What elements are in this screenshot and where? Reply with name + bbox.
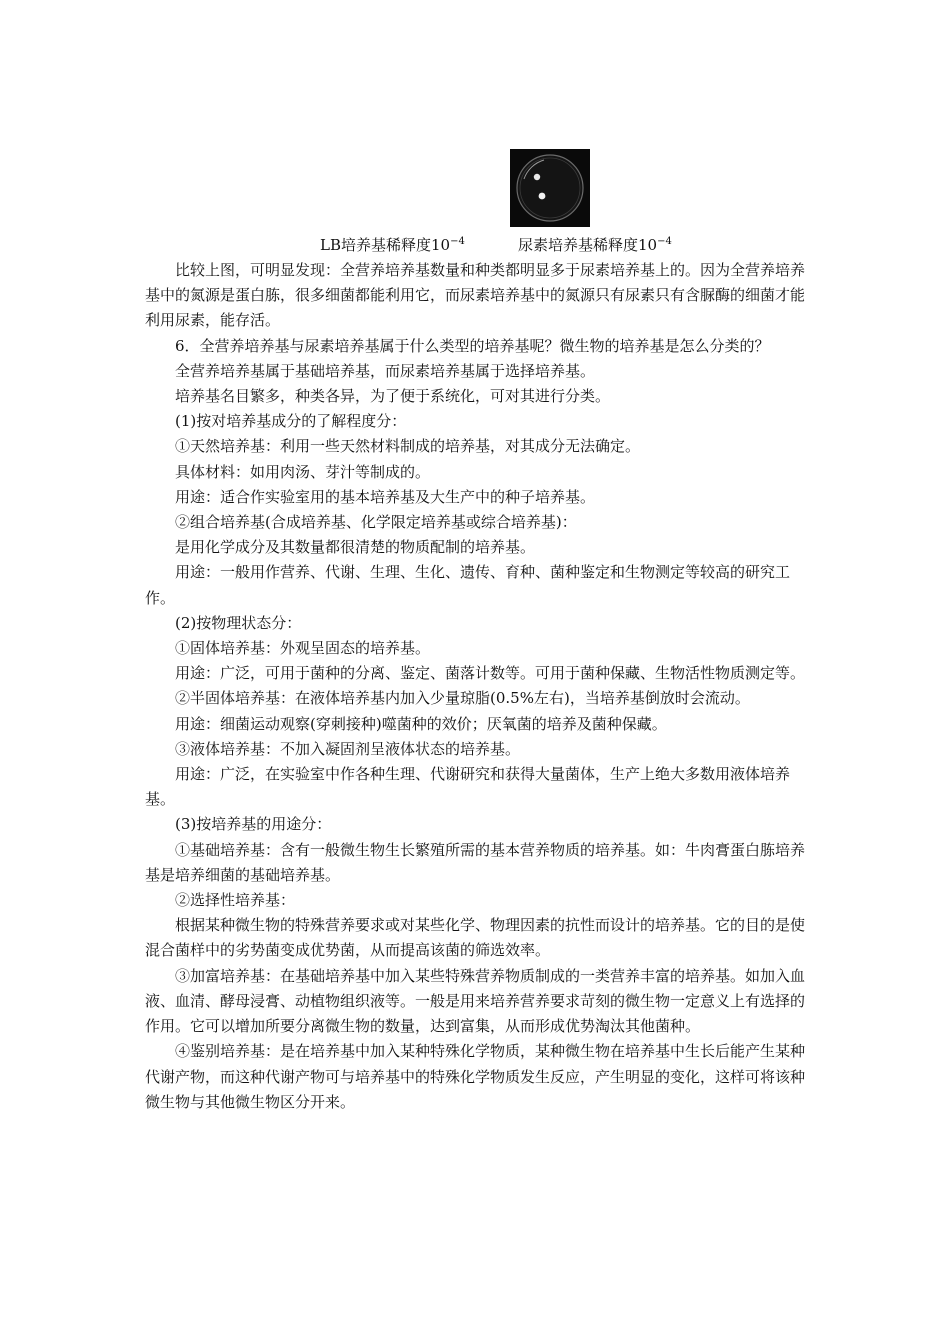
paragraph: ②半固体培养基：在液体培养基内加入少量琼脂(0.5%左右)，当培养基倒放时会流动。 <box>175 689 750 708</box>
paragraph: ①天然培养基：利用一些天然材料制成的培养基，对其成分无法确定。 <box>175 437 641 456</box>
paragraph: 比较上图，可明显发现：全营养培养基数量和种类都明显多于尿素培养基上的。因为全营养培养基中的氮源是蛋白胨，很多细菌都能利用它，而尿素培养基中的氮源只有尿素只有含脲酶的细菌才能利用尿素，能存活。 <box>145 261 806 330</box>
paragraph: 用途：广泛，可用于菌种的分离、鉴定、菌落计数等。可用于菌种保藏、生物活性物质测定等。 <box>175 664 806 683</box>
paragraph: 全营养培养基属于基础培养基，而尿素培养基属于选择培养基。 <box>175 361 596 380</box>
paragraph: 是用化学成分及其数量都很清楚的物质配制的培养基。 <box>175 538 536 557</box>
figure-caption <box>0 234 950 258</box>
paragraph: 用途：广泛，在实验室中作各种生理、代谢研究和获得大量菌体，生产上绝大多数用液体培养基。 <box>145 765 791 809</box>
paragraph: ④鉴别培养基：是在培养基中加入某种特殊化学物质，某种微生物在培养基中生长后能产生某种代谢产物，而这种代谢产物可与培养基中的特殊化学物质发生反应，产生明显的变化，这样可将该种微生物与其他微生物区分开来。 <box>145 1042 806 1111</box>
caption-lb-medium: LB培养基稀释度$10^{-4}$ <box>320 236 465 254</box>
paragraph: 根据某种微生物的特殊营养要求或对某些化学、物理因素的抗性而设计的培养基。它的目的是使混合菌样中的劣势菌变成优势菌，从而提高该菌的筛选效率。 <box>145 916 806 960</box>
caption-urea-medium: 尿素培养基稀释度$10^{-4}$ <box>518 236 672 254</box>
paragraph: ①固体培养基：外观呈固态的培养基。 <box>175 639 431 658</box>
paragraph: ②组合培养基(合成培养基、化学限定培养基或综合培养基)： <box>175 513 577 532</box>
paragraph: 用途：一般用作营养、代谢、生理、生化、遗传、育种、菌种鉴定和生物测定等较高的研究工作。 <box>145 563 791 607</box>
paragraph: 用途：细菌运动观察(穿刺接种)噬菌种的效价；厌氧菌的培养及菌种保藏。 <box>175 714 667 733</box>
paragraph: ③加富培养基：在基础培养基中加入某些特殊营养物质制成的一类营养丰富的培养基。如加入血液、血清、酵母浸膏、动植物组织液等。一般是用来培养营养要求苛刻的微生物一定意义上有选择的作用。它可以增加所要分离微生物的数量，达到富集，从而形成优势淘汰其他菌种。 <box>145 966 806 1036</box>
paragraph: 培养基名目繁多，种类各异，为了便于系统化，可对其进行分类。 <box>175 387 611 406</box>
paragraph: (1)按对培养基成分的了解程度分： <box>175 412 407 431</box>
paragraph: 具体材料：如用肉汤、芽汁等制成的。 <box>175 462 431 481</box>
colony-dot <box>539 193 546 200</box>
paragraph: ③液体培养基：不加入凝固剂呈液体状态的培养基。 <box>175 739 521 758</box>
petri-dish-photo <box>510 149 590 227</box>
paragraph: (3)按培养基的用途分： <box>175 815 332 834</box>
paragraph: ①基础培养基：含有一般微生物生长繁殖所需的基本营养物质的培养基。如：牛肉膏蛋白胨培养基是培养细菌的基础培养基。 <box>145 840 806 884</box>
paragraph: 6．全营养培养基与尿素培养基属于什么类型的培养基呢？微生物的培养基是怎么分类的？ <box>175 336 770 355</box>
paragraph: ②选择性培养基： <box>175 891 296 910</box>
colony-dot <box>534 174 540 180</box>
document-body <box>145 258 810 1115</box>
paragraph: 用途：适合作实验室用的基本培养基及大生产中的种子培养基。 <box>175 487 596 506</box>
petri-dish-image <box>510 149 590 227</box>
paragraph: (2)按物理状态分： <box>175 613 302 632</box>
